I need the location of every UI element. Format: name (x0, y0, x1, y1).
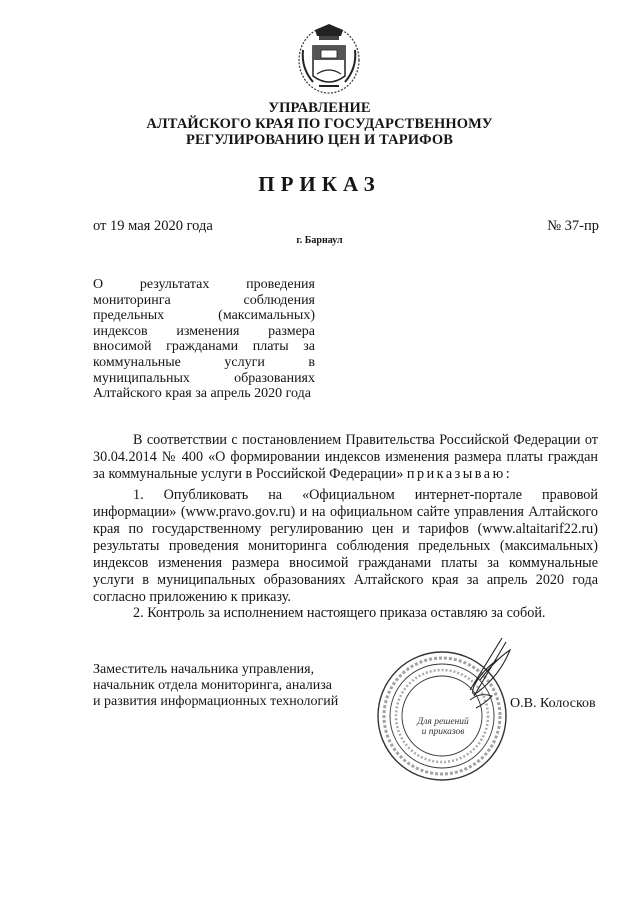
org-name-line-3: РЕГУЛИРОВАНИЮ ЦЕН И ТАРИФОВ (186, 132, 453, 148)
document-number: № 37-пр (547, 218, 599, 234)
document-city: г. Барнаул (296, 235, 343, 246)
preamble-text: В соответствии с постановлением Правительства Российской Федерации от 30.04.2014 № 400 «О формировании индексов изменения размера платы граждан за коммунальные услуги в Российской Федерации» (93, 432, 598, 482)
stamp-inner-line-1: Для решений (417, 717, 469, 727)
position-line-3: и развития информационных технологий (93, 694, 339, 709)
document-date: от 19 мая 2020 года (93, 218, 213, 234)
coat-of-arms-icon (295, 20, 363, 96)
signatory-position (93, 662, 338, 710)
document-subject: О результатах проведения мониторинга соблюдения предельных (максимальных) индексов изменения размера вносимой гражданами платы за коммунальные услуги в муниципальных образованиях Алтайского края за апрель 2020 года (93, 277, 315, 402)
document-title: ПРИКАЗ (258, 172, 381, 196)
stamp-inner-text (411, 717, 475, 737)
position-line-2: начальник отдела мониторинга, анализа (93, 678, 332, 693)
clause-2: 2. Контроль за исполнением настоящего приказа оставляю за собой. (133, 605, 546, 621)
clause-1: 1. Опубликовать на «Официальном интернет-портале правовой информации» (www.pravo.gov.ru) и на официальном сайте управления Алтайского края по государственному регулированию цен и тарифов (www.altaitarif22.ru) результаты проведения мониторинга соблюдения предельных (максимальных) индексов изменения размера вносимой гражданами платы за коммунальные услуги в муниципальных образованиях Алтайского края за апрель 2020 года согласно приложению к приказу. (93, 487, 598, 605)
org-name-line-2: АЛТАЙСКОГО КРАЯ ПО ГОСУДАРСТВЕННОМУ (146, 116, 493, 132)
order-keyword: приказываю: (406, 466, 513, 482)
stamp-inner-line-2: и приказов (421, 727, 465, 737)
signatory-name: О.В. Колосков (510, 696, 596, 711)
position-line-1: Заместитель начальника управления, (93, 662, 315, 677)
org-name-line-1: УПРАВЛЕНИЕ (268, 100, 371, 116)
handwritten-signature-icon (440, 630, 520, 720)
preamble-paragraph (93, 432, 598, 483)
